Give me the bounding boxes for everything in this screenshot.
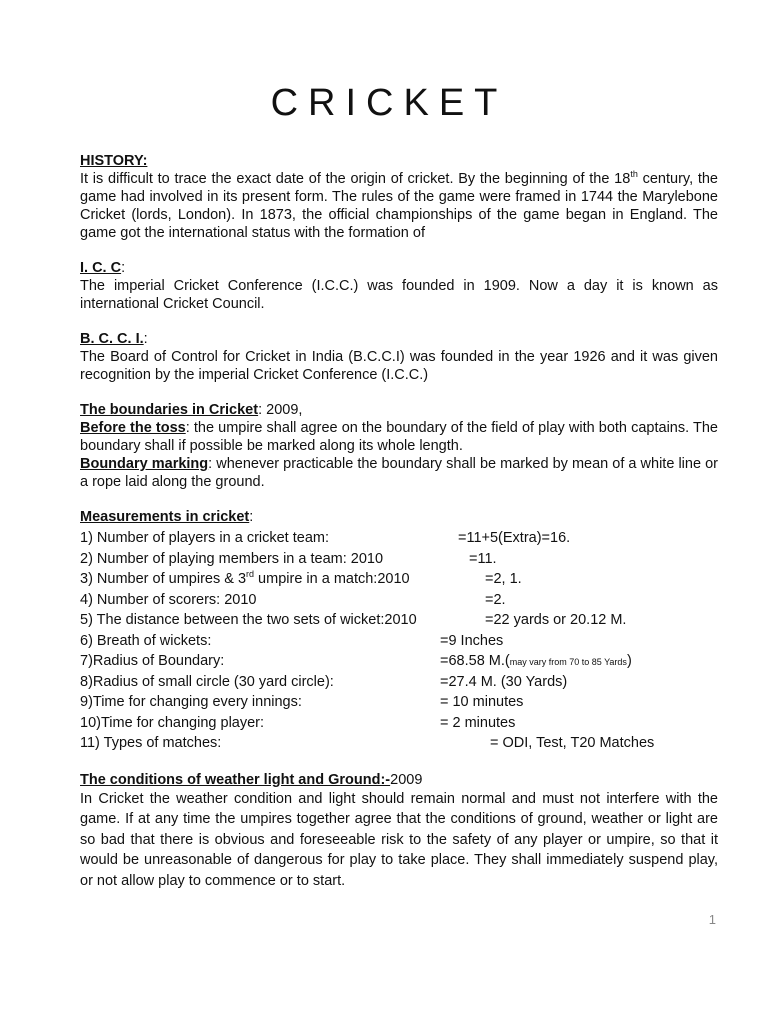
boundaries-heading-suffix: : 2009, — [258, 402, 303, 418]
boundaries-section — [80, 401, 718, 491]
measurement-value: =27.4 M. (30 Yards) — [440, 673, 568, 690]
measurement-value: = ODI, Test, T20 Matches — [490, 735, 655, 751]
conditions-heading: The conditions of weather light and Ground:- — [80, 771, 391, 788]
measurement-label: 7)Radius of Boundary: — [80, 653, 225, 669]
boundary-marking-label: Boundary marking — [80, 456, 209, 472]
measurement-row — [80, 610, 718, 631]
history-text — [80, 170, 718, 242]
measurement-row — [80, 631, 718, 652]
bcci-section — [80, 330, 718, 384]
measurement-value: =9 Inches — [440, 632, 504, 649]
measurement-row — [80, 528, 718, 549]
measurement-label: 9)Time for changing every innings: — [80, 694, 302, 710]
measurement-row — [80, 569, 718, 590]
before-toss-label: Before the toss — [80, 420, 186, 436]
measurement-value: =22 yards or 20.12 M. — [485, 612, 627, 628]
measurement-row — [80, 713, 718, 734]
measurement-label-part-b: umpire in a match:2010 — [254, 571, 410, 587]
measurements-heading-suffix: : — [249, 509, 254, 525]
measurement-label: 11) Types of matches: — [80, 735, 222, 751]
conditions-text: In Cricket the weather condition and light should remain normal and must not interfere with the game. If at any time the umpires together agree that the conditions of ground, weather or light are so bad that there is obvious and foreseeable risk to the safety of any player or umpire, so that it would be unreasonable of dangerous for play to take place. They shall immediately suspend play, or not allow play to commence or to start. — [80, 790, 718, 889]
measurement-value: =2, 1. — [485, 571, 522, 587]
icc-heading: I. C. C — [80, 260, 122, 276]
measurement-label-superscript: rd — [246, 569, 255, 580]
boundary-marking-body: : whenever practicable the boundary shall be marked by mean of a white line or a rope laid along the ground. — [80, 456, 718, 490]
history-text-part-b: century, the game had involved in its present form. The rules of the game were framed in 1744 the Marylebone Cricket (lords, London). In 1873, the official championships of the game began in England. The game got the international status with the formation of — [80, 171, 719, 241]
measurement-row — [80, 549, 718, 570]
icc-heading-suffix: : — [121, 260, 126, 276]
measurement-value: = 10 minutes — [440, 694, 524, 710]
measurement-value: =11+5(Extra)=16. — [458, 530, 571, 546]
boundaries-heading: The boundaries in Cricket — [80, 402, 259, 418]
measurements-heading: Measurements in cricket — [80, 509, 250, 525]
measurement-row — [80, 672, 718, 693]
page-title: CRICKET — [270, 82, 508, 124]
measurement-label: 5) The distance between the two sets of wicket:2010 — [80, 612, 417, 628]
measurement-value-main: =68.58 M.( — [440, 653, 510, 669]
measurement-label: 6) Breath of wickets: — [80, 632, 212, 649]
conditions-heading-suffix: 2009 — [390, 771, 423, 788]
measurement-label: 8)Radius of small circle (30 yard circle): — [80, 673, 334, 690]
bcci-heading: B. C. C. I. — [80, 331, 144, 347]
measurement-value: =2. — [485, 591, 506, 608]
document-body — [80, 152, 718, 891]
measurement-label: 2) Number of playing members in a team: 2010 — [80, 550, 384, 567]
history-heading: HISTORY: — [80, 153, 148, 169]
measurement-label: 4) Number of scorers: 2010 — [80, 591, 257, 608]
measurement-value: = 2 minutes — [440, 714, 516, 731]
measurement-value-end: ) — [626, 653, 632, 669]
boundary-marking-text — [80, 455, 718, 491]
measurement-label — [80, 569, 410, 590]
history-section — [80, 152, 718, 242]
measurements-section — [80, 508, 718, 754]
measurement-value — [440, 651, 632, 673]
history-superscript: th — [630, 169, 638, 180]
measurement-label-part-a: 3) Number of umpires & 3 — [80, 571, 247, 587]
bcci-text: The Board of Control for Cricket in India (B.C.C.I) was founded in the year 1926 and it was given recognition by the imperial Cricket Conference (I.C.C.) — [80, 349, 718, 383]
measurement-value: =11. — [469, 550, 497, 567]
measurement-row — [80, 733, 718, 754]
history-text-part-a: It is difficult to trace the exact date of the origin of cricket. By the beginning of the 18 — [80, 171, 631, 187]
conditions-section — [80, 771, 718, 892]
bcci-heading-suffix: : — [143, 331, 148, 347]
before-toss-body: : the umpire shall agree on the boundary of the field of play with both captains. The boundary shall if possible be marked along its whole length. — [80, 420, 718, 454]
measurement-row — [80, 590, 718, 611]
measurement-value-note: may vary from 70 to 85 Yards — [509, 657, 627, 667]
before-toss-text — [80, 419, 718, 455]
icc-text: The imperial Cricket Conference (I.C.C.) was founded in 1909. Now a day it is known as international Cricket Council. — [80, 278, 718, 312]
measurement-label: 1) Number of players in a cricket team: — [80, 530, 330, 546]
measurement-label: 10)Time for changing player: — [80, 714, 265, 731]
icc-section — [80, 259, 718, 313]
page-number: 1 — [708, 912, 716, 927]
measurement-row — [80, 651, 718, 672]
measurement-row — [80, 692, 718, 713]
